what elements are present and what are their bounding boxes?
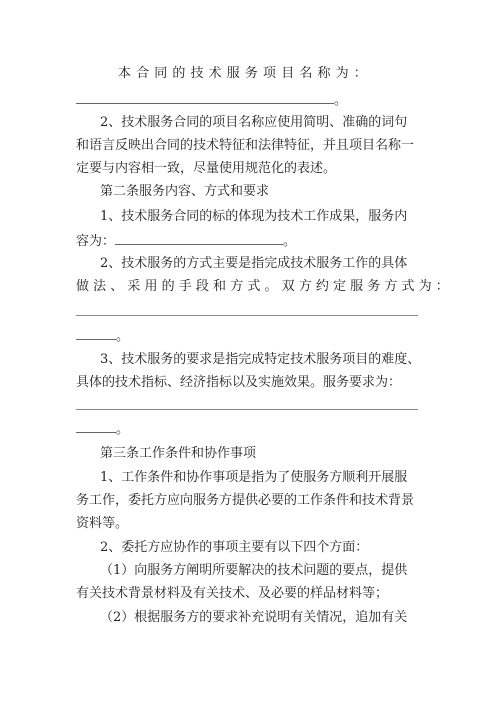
service-content-line (76, 233, 296, 250)
blank-underline (115, 233, 283, 245)
paragraph-line: 和语言反映出合同的技术特征和法律特征，并且项目名称一 (76, 138, 415, 153)
period: 。 (116, 329, 130, 344)
blank-underline (76, 315, 418, 316)
paragraph-line: 2、技术服务的方式主要是指完成技术服务工作的具体 (100, 256, 408, 271)
paragraph-line: 有关技术背景材料及有关技术、及必要的样品材料等； (76, 586, 389, 601)
paragraph-line: 务工作，委托方应向服务方提供必要的工作条件和技术背景 (76, 493, 415, 508)
blank-line-end (76, 328, 129, 345)
paragraph-line: 2、委托方应协作的事项主要有以下四个方面： (100, 540, 369, 555)
period: 。 (334, 93, 348, 108)
paragraph-line: 做 法 、 采 用 的 手 段 和 方 式 。 双 方 约 定 服 务 方 式 为 ： (76, 279, 449, 294)
blank-underline (76, 421, 116, 433)
paragraph-line: 1、工作条件和协作事项是指为了使服务方顺利开展服 (100, 470, 408, 485)
section-heading: 第三条工作条件和协作事项 (100, 446, 257, 461)
paragraph-line: （1）向服务方阐明所要解决的技术问题的要点，提供 (100, 563, 408, 578)
paragraph-line: 1、技术服务合同的标的体现为技术工作成果，服务内 (100, 209, 408, 224)
paragraph-line: 具体的技术指标、经济指标以及实施效果。服务要求为： (76, 375, 402, 390)
period: 。 (116, 422, 130, 437)
blank-underline (76, 92, 334, 104)
paragraph-line: 资料等。 (76, 516, 129, 531)
project-name-line: 本 合 同 的 技 术 服 务 项 目 名 称 为 ： (118, 66, 368, 81)
blank-underline (76, 328, 116, 340)
blank-underline (76, 409, 418, 410)
paragraph-line: 定要与内容相一致，尽量使用规范化的表述。 (76, 161, 337, 176)
blank-line-end (76, 421, 129, 438)
paragraph-line: 2、技术服务合同的项目名称应使用简明、准确的词句 (100, 115, 408, 130)
paragraph-line: 3、技术服务的要求是指完成特定技术服务项目的难度、 (100, 352, 421, 367)
paragraph-line: （2）根据服务方的要求补充说明有关情况，追加有关 (100, 610, 408, 625)
label: 容为： (76, 234, 116, 249)
section-heading: 第二条服务内容、方式和要求 (100, 184, 270, 199)
period: 。 (283, 234, 297, 249)
project-name-blank-line (76, 92, 347, 109)
